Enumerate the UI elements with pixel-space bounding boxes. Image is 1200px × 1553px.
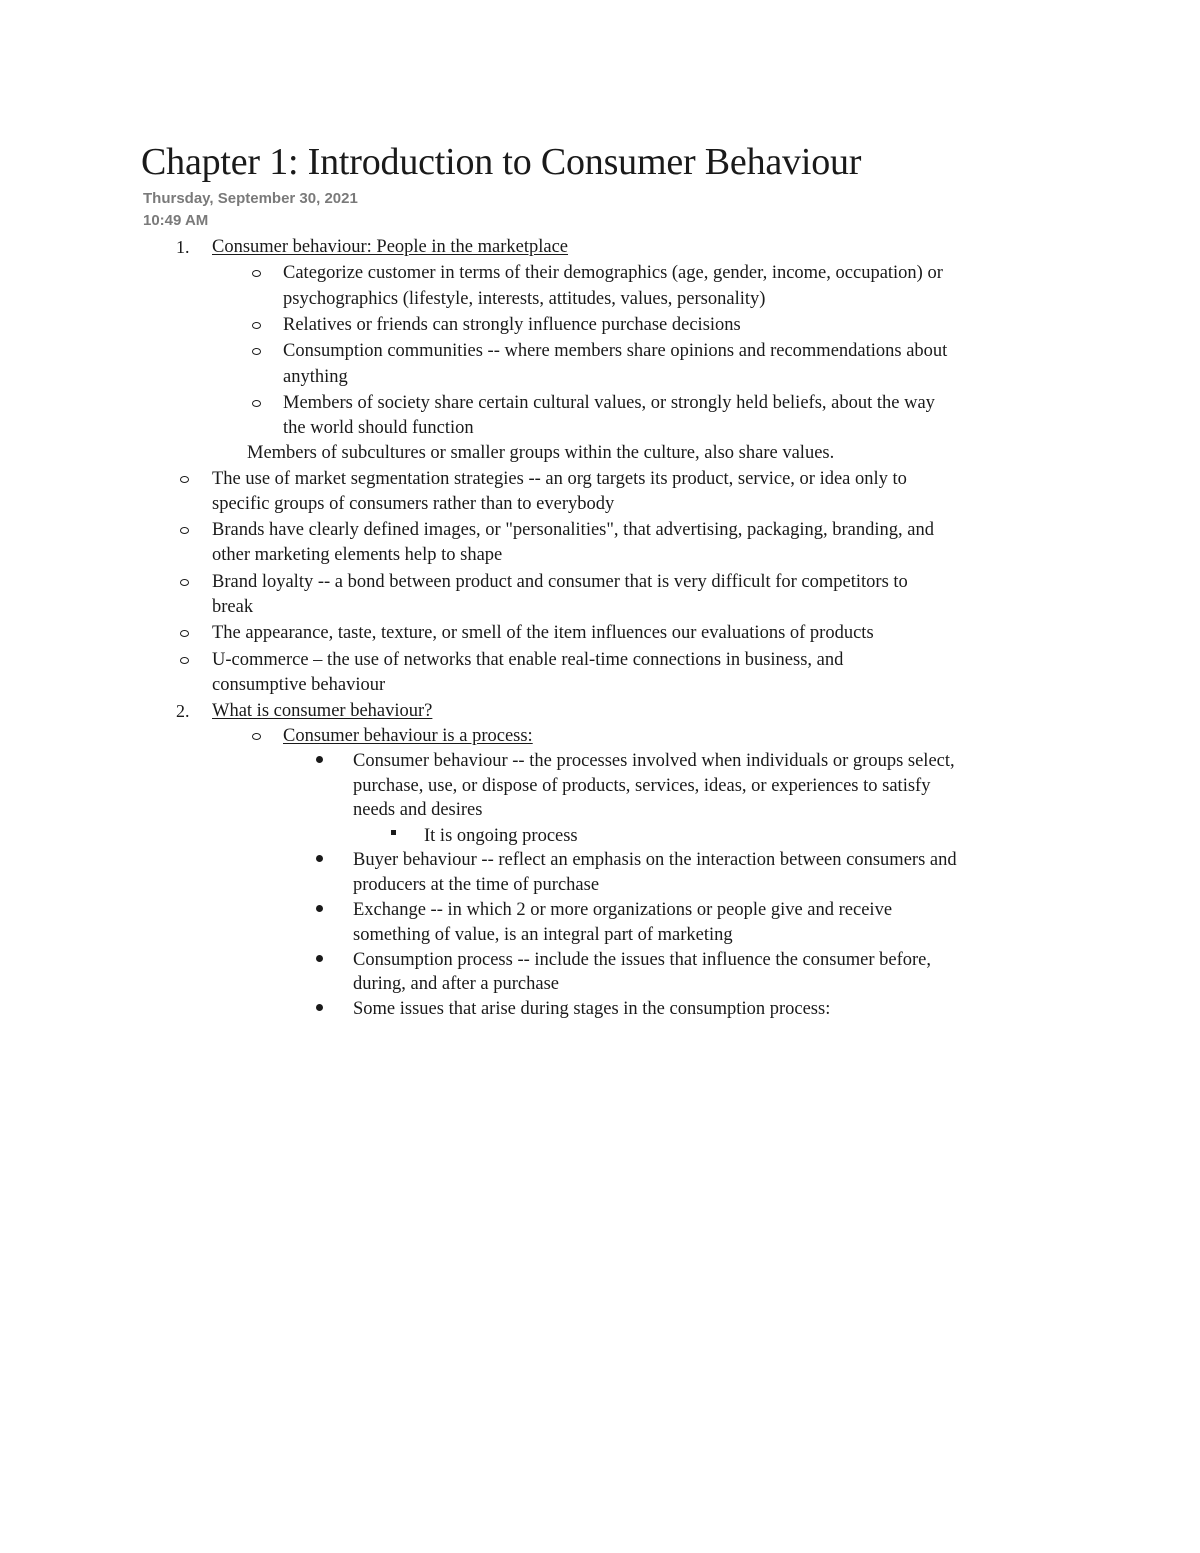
list-number-2: 2. bbox=[176, 701, 190, 721]
list-item-text: needs and desires bbox=[353, 800, 483, 820]
circle-bullet-icon bbox=[252, 322, 261, 329]
bullet-icon bbox=[316, 855, 323, 862]
list-item-text: something of value, is an integral part of marketing bbox=[353, 925, 733, 945]
page-title: Chapter 1: Introduction to Consumer Behaviour bbox=[141, 141, 862, 183]
section-heading-2: What is consumer behaviour? bbox=[212, 701, 433, 721]
list-item-text: purchase, use, or dispose of products, services, ideas, or experiences to satisfy bbox=[353, 776, 931, 796]
list-item-text: U-commerce – the use of networks that enable real-time connections in business, and bbox=[212, 650, 844, 670]
continuation-text: Members of subcultures or smaller groups within the culture, also share values. bbox=[247, 443, 835, 463]
section-heading-1: Consumer behaviour: People in the marketplace bbox=[212, 237, 569, 257]
list-item-text: Brand loyalty -- a bond between product and consumer that is very difficult for competitors to bbox=[212, 572, 908, 592]
bullet-icon bbox=[316, 1004, 323, 1011]
list-item-text: break bbox=[212, 597, 254, 617]
bullet-icon bbox=[316, 756, 323, 763]
list-item-text: anything bbox=[283, 367, 348, 387]
page-time: 10:49 AM bbox=[143, 212, 209, 229]
list-item-text: specific groups of consumers rather than to everybody bbox=[212, 494, 615, 514]
list-item-text: producers at the time of purchase bbox=[353, 875, 600, 895]
page-date: Thursday, September 30, 2021 bbox=[143, 190, 358, 207]
list-item-text: during, and after a purchase bbox=[353, 974, 559, 994]
list-item-text: psychographics (lifestyle, interests, attitudes, values, personality) bbox=[283, 289, 766, 309]
list-item-text: Brands have clearly defined images, or "personalities", that advertising, packaging, branding, and bbox=[212, 520, 934, 540]
list-item-text: Consumption process -- include the issues that influence the consumer before, bbox=[353, 950, 931, 970]
list-item-text: Members of society share certain cultural values, or strongly held beliefs, about the way bbox=[283, 393, 935, 413]
bullet-icon bbox=[316, 955, 323, 962]
list-item-text: It is ongoing process bbox=[424, 826, 578, 846]
circle-bullet-icon bbox=[252, 400, 261, 407]
circle-bullet-icon bbox=[180, 476, 189, 483]
list-item-text: the world should function bbox=[283, 418, 474, 438]
list-item-text: Buyer behaviour -- reflect an emphasis on the interaction between consumers and bbox=[353, 850, 957, 870]
bullet-icon bbox=[316, 905, 323, 912]
circle-bullet-icon bbox=[180, 630, 189, 637]
subsection-heading: Consumer behaviour is a process: bbox=[283, 726, 533, 746]
square-bullet-icon bbox=[391, 830, 396, 835]
list-item-text: The use of market segmentation strategies -- an org targets its product, service, or idea only to bbox=[212, 469, 907, 489]
list-item-text: consumptive behaviour bbox=[212, 675, 386, 695]
circle-bullet-icon bbox=[180, 657, 189, 664]
circle-bullet-icon bbox=[180, 579, 189, 586]
list-item-text: Some issues that arise during stages in the consumption process: bbox=[353, 999, 831, 1019]
list-item-text: Consumer behaviour -- the processes involved when individuals or groups select, bbox=[353, 751, 955, 771]
circle-bullet-icon bbox=[180, 527, 189, 534]
list-item-text: The appearance, taste, texture, or smell of the item influences our evaluations of products bbox=[212, 623, 874, 643]
list-item-text: Consumption communities -- where members share opinions and recommendations about bbox=[283, 341, 948, 361]
list-item-text: other marketing elements help to shape bbox=[212, 545, 503, 565]
list-number-1: 1. bbox=[176, 237, 190, 257]
list-item-text: Exchange -- in which 2 or more organizations or people give and receive bbox=[353, 900, 893, 920]
circle-bullet-icon bbox=[252, 270, 261, 277]
circle-bullet-icon bbox=[252, 348, 261, 355]
list-item-text: Categorize customer in terms of their demographics (age, gender, income, occupation) or bbox=[283, 263, 943, 283]
list-item-text: Relatives or friends can strongly influence purchase decisions bbox=[283, 315, 741, 335]
circle-bullet-icon bbox=[252, 733, 261, 740]
